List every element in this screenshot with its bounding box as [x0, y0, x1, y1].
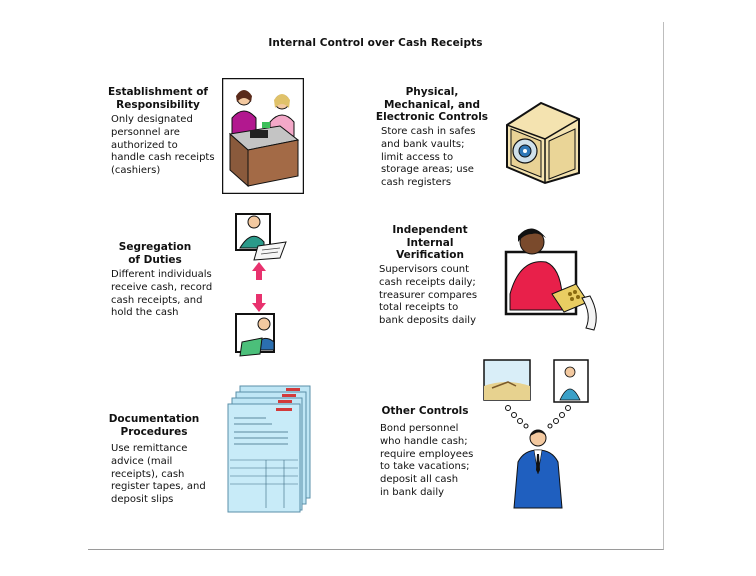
vault-safe-icon: [503, 101, 581, 185]
page-title: Internal Control over Cash Receipts: [268, 37, 483, 49]
verification-heading: Independent Internal Verification: [392, 224, 468, 261]
segregation-body: Different individuals receive cash, record cash receipts, and hold the cash: [111, 269, 213, 319]
clerk-at-desk-icon: [230, 208, 290, 264]
up-down-arrows-icon: [252, 262, 266, 312]
deposit-slips-icon: [226, 384, 312, 514]
documentation-heading: Documentation Procedures: [108, 413, 200, 438]
supervisor-adding-machine-icon: [502, 224, 606, 332]
other-body: Bond personnel who handle cash; require employees to take vacations; deposit all cash in bank daily: [380, 423, 474, 498]
employee-dreaming-vacation-icon: [478, 358, 596, 514]
physical-body: Store cash in safes and bank vaults; limit access to storage areas; use cash registers: [381, 126, 476, 189]
segregation-heading: Segregation of Duties: [118, 241, 192, 266]
responsibility-body: Only designated personnel are authorized to handle cash receipts (cashiers): [111, 114, 215, 177]
responsibility-heading: Establishment of Responsibility: [108, 86, 208, 111]
physical-heading: Physical, Mechanical, and Electronic Controls: [375, 86, 489, 123]
clerk-writing-icon: [232, 310, 284, 360]
verification-body: Supervisors count cash receipts daily; treasurer compares total receipts to bank deposits daily: [379, 264, 478, 327]
documentation-body: Use remittance advice (mail receipts), cash register tapes, and deposit slips: [111, 443, 206, 506]
cashier-counter-icon: [222, 78, 304, 194]
other-heading: Other Controls: [381, 405, 469, 417]
